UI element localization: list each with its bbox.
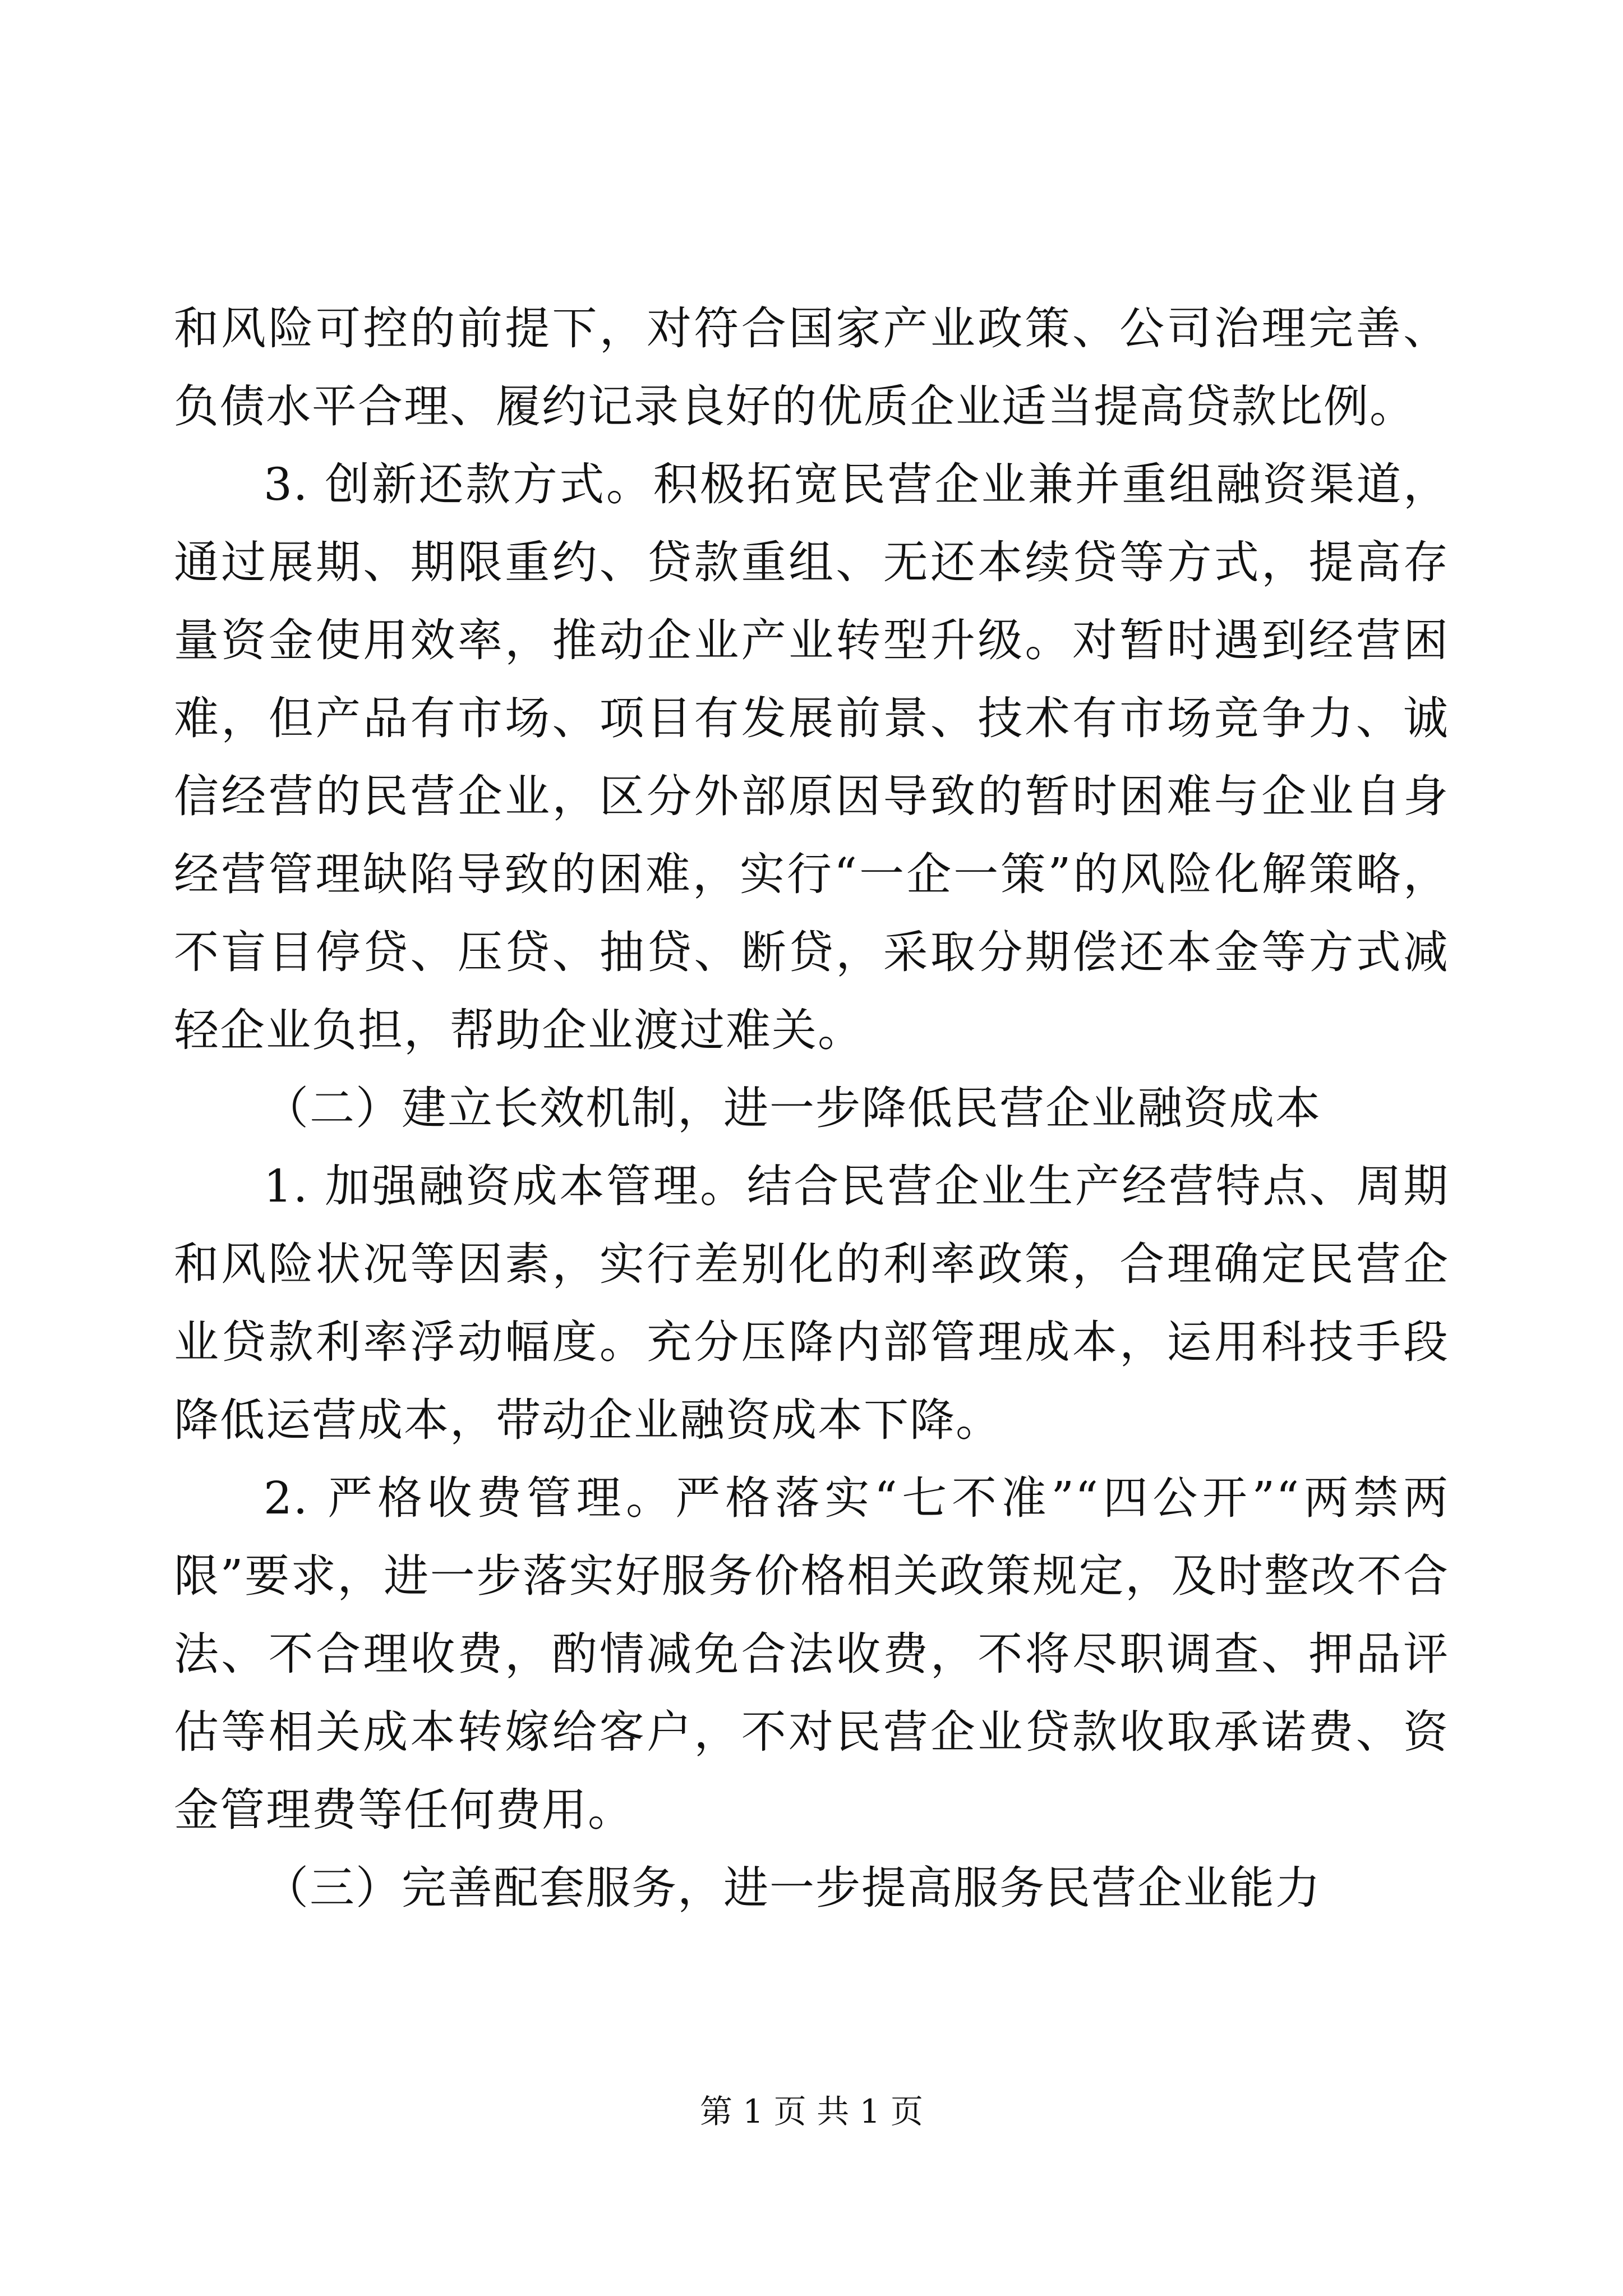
paragraph-fee-management: 2. 严格收费管理。严格落实“七不准”“四公开”“两禁两限”要求，进一步落实好服务价格相关政策规定，及时整改不合法、不合理收费，酌情减免合法收费，不将尽职调查、押品评估等相关成本转嫁给客户，不对民营企业贷款收取承诺费、资金管理费等任何费用。 — [174, 1472, 1449, 1836]
page-number-footer: 第 1 页 共 1 页 — [700, 2092, 923, 2131]
paragraph-continuation: 和风险可控的前提下，对符合国家产业政策、公司治理完善、负债水平合理、履约记录良好的优质企业适当提高贷款比例。 — [174, 302, 1449, 432]
document-body — [174, 289, 1449, 1927]
section-heading-2: （二）建立长效机制，进一步降低民营企业融资成本 — [264, 1082, 1321, 1134]
paragraph-repayment-method: 3. 创新还款方式。积极拓宽民营企业兼并重组融资渠道，通过展期、期限重约、贷款重组、无还本续贷等方式，提高存量资金使用效率，推动企业产业转型升级。对暂时遇到经营困难，但产品有市场、项目有发展前景、技术有市场竞争力、诚信经营的民营企业，区分外部原因导致的暂时困难与企业自身经营管理缺陷导致的困难，实行“一企一策”的风险化解策略，不盲目停贷、压贷、抽贷、断贷，采取分期偿还本金等方式减轻企业负担，帮助企业渡过难关。 — [174, 458, 1449, 1056]
section-heading-3: （三）完善配套服务，进一步提高服务民营企业能力 — [264, 1862, 1321, 1914]
paragraph-financing-cost: 1. 加强融资成本管理。结合民营企业生产经营特点、周期和风险状况等因素，实行差别化的利率政策，合理确定民营企业贷款利率浮动幅度。充分压降内部管理成本，运用科技手段降低运营成本，带动企业融资成本下降。 — [174, 1160, 1449, 1446]
